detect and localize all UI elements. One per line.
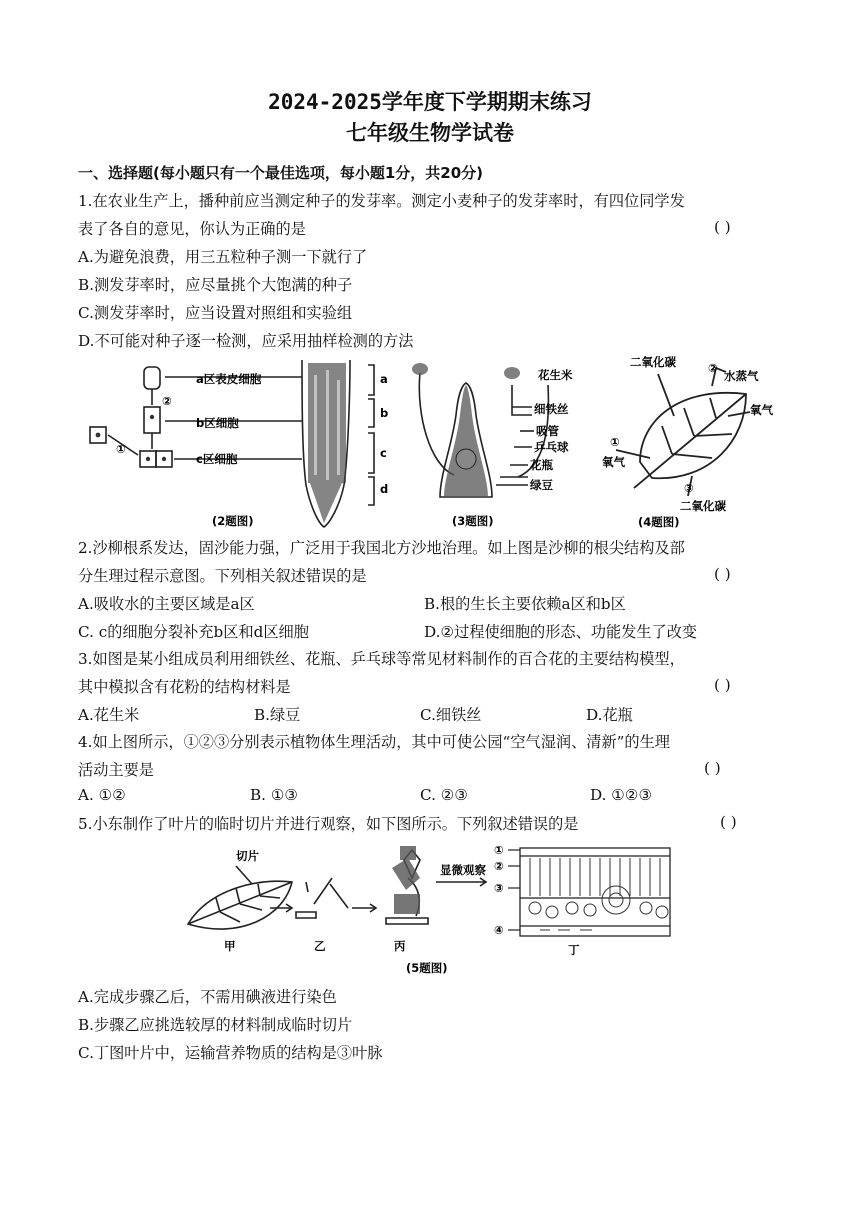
fig4-label-co2-top: 二氧化碳 [630,355,676,369]
q2-answer-paren: ( ) [714,565,731,583]
fig4-label-oxygen-right: 氧气 [750,403,773,417]
exam-title: 2024-2025学年度下学期期末练习 [268,90,592,114]
fig2-process-2: ② [162,394,172,408]
q4-option-c: C. ②③ [420,786,468,804]
q3-stem-line1: 3.如图是某小组成员利用细铁丝、花瓶、乒乓球等常见材料制作的百合花的主要结构模型， [78,650,685,668]
q4-stem-line2: 活动主要是 [78,761,154,779]
exam-subtitle: 七年级生物学试卷 [346,121,514,145]
q3-answer-paren: ( ) [714,676,731,694]
section-heading: 一、选择题(每小题只有一个最佳选项，每小题1分，共20分) [78,164,484,182]
fig4-label-water-vapor: 水蒸气 [724,369,759,383]
q2-option-c: C. c的细胞分裂补充b区和d区细胞 [78,623,309,641]
q5-answer-paren: ( ) [720,813,737,831]
q5-option-a: A.完成步骤乙后，不需用碘液进行染色 [78,988,337,1006]
q5-option-b: B.步骤乙应挑选较厚的材料制成临时切片 [78,1016,353,1034]
fig3-label-vase: 花瓶 [530,458,553,472]
q4-answer-paren: ( ) [704,759,721,777]
fig3-caption: (3题图) [452,514,494,528]
q5-option-c: C.丁图叶片中，运输营养物质的结构是③叶脉 [78,1044,383,1062]
q2-stem-line1: 2.沙柳根系发达，固沙能力强，广泛用于我国北方沙地治理。如上图是沙柳的根尖结构及部 [78,539,685,557]
q2-option-b: B.根的生长主要依赖a区和b区 [424,595,626,613]
fig2-label-c-cell: c区细胞 [196,452,238,466]
q4-option-d: D. ①②③ [590,786,653,804]
q3-stem-line2: 其中模拟含有花粉的结构材料是 [78,678,291,696]
q2-option-a: A.吸收水的主要区域是a区 [78,595,255,613]
fig2-zone-c: c [380,446,387,460]
fig2-label-b-cell: b区细胞 [196,416,239,430]
fig5-label-yi: 乙 [314,939,326,953]
q1-option-d: D.不可能对种子逐一检测，应采用抽样检测的方法 [78,332,414,350]
figure-2-root-tip [80,355,400,530]
q1-option-b: B.测发芽率时，应尽量挑个大饱满的种子 [78,276,353,294]
q3-option-d: D.花瓶 [586,706,633,724]
q1-stem-line2: 表了各自的意见，你认为正确的是 [78,220,306,238]
q3-option-b: B.绿豆 [254,706,301,724]
fig5-label-slice: 切片 [236,849,259,863]
q2-stem-line2: 分生理过程示意图。下列相关叙述错误的是 [78,567,367,585]
fig5-marker-3: ③ [494,881,504,895]
q1-answer-paren: ( ) [714,218,731,236]
fig5-caption: (5题图) [406,961,448,975]
figure-5-leaf-section [180,838,680,978]
fig4-process-2: ② [708,361,718,375]
fig3-label-pingpong: 乒乓球 [534,440,569,454]
q1-stem-line1: 1.在农业生产上，播种前应当测定种子的发芽率。测定小麦种子的发芽率时，有四位同学发 [78,192,685,210]
q4-option-b: B. ①③ [250,786,299,804]
fig2-label-a-cell: a区表皮细胞 [196,372,262,386]
fig3-label-peanut: 花生米 [538,368,573,382]
fig2-zone-d: d [380,482,389,496]
fig4-caption: (4题图) [638,515,680,529]
fig3-label-wire: 细铁丝 [534,402,569,416]
figure-3-flower-model [400,355,600,530]
q3-option-a: A.花生米 [78,706,140,724]
fig5-label-observe: 显微观察 [440,863,486,877]
fig2-caption: (2题图) [212,514,254,528]
q3-option-c: C.细铁丝 [420,706,482,724]
fig2-process-1: ① [116,442,126,456]
q4-option-a: A. ①② [78,786,126,804]
fig5-label-bing: 丙 [394,939,406,953]
fig5-marker-4: ④ [494,923,504,937]
fig2-zone-a: a [380,372,388,386]
q2-option-d: D.②过程使细胞的形态、功能发生了改变 [424,623,698,641]
fig4-process-1: ① [610,435,620,449]
fig4-process-3: ③ [684,481,694,495]
q5-stem: 5.小东制作了叶片的临时切片并进行观察，如下图所示。下列叙述错误的是 [78,815,579,833]
fig4-label-oxygen-left: 氧气 [602,455,625,469]
q1-option-c: C.测发芽率时，应当设置对照组和实验组 [78,304,353,322]
fig3-label-straw: 吸管 [536,424,559,438]
fig2-zone-b: b [380,406,389,420]
fig5-label-jia: 甲 [224,939,236,953]
fig5-marker-2: ② [494,859,504,873]
figure-4-leaf [600,350,800,530]
fig4-label-co2-bottom: 二氧化碳 [680,499,726,513]
fig5-marker-1: ① [494,843,504,857]
fig5-label-ding: 丁 [568,943,580,957]
fig3-label-mungbean: 绿豆 [530,478,553,492]
q4-stem-line1: 4.如上图所示，①②③分别表示植物体生理活动，其中可使公园“空气湿润、清新”的生理 [78,733,670,751]
q1-option-a: A.为避免浪费，用三五粒种子测一下就行了 [78,248,368,266]
